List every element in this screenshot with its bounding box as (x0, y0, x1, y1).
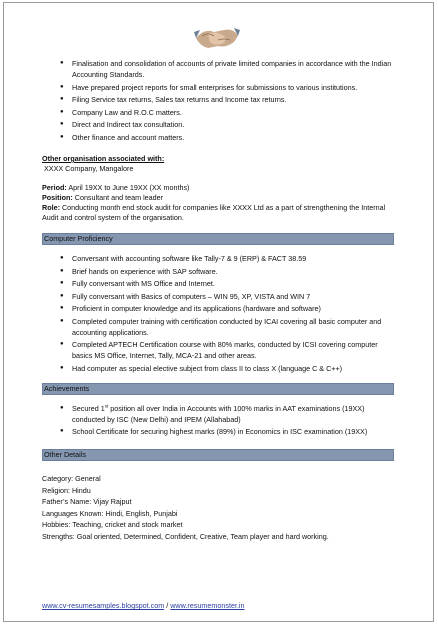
position-row (42, 193, 394, 203)
detail-line: Father’s Name: Vijay Rajput (42, 497, 132, 506)
period-value: April 19XX to June 19XX (XX months) (68, 183, 190, 192)
responsibility-list (42, 58, 394, 143)
list-item: ● Other finance and account matters. (42, 132, 394, 143)
section-header-achievements: Achievements (42, 383, 394, 395)
period-row (42, 183, 394, 193)
section-header-other-details: Other Details (42, 449, 394, 461)
list-item: ● Fully conversant with Basics of computers – WIN 95, XP, VISTA and WIN 7 (42, 291, 394, 302)
list-item: ● School Certificate for securing highest marks (89%) in Economics in ISC examination (19XX) (42, 426, 394, 437)
footer (42, 601, 245, 610)
list-item: ● Had computer as special elective subject from class II to class X (language C & C++) (42, 363, 394, 374)
list-item: ● Proficient in computer knowledge and its applications (hardware and software) (42, 303, 394, 314)
computer-list (42, 253, 394, 374)
resume-page (42, 58, 394, 542)
other-org-heading: Other organisation associated with: (42, 154, 165, 163)
list-item: ● Completed computer training with certification conducted by ICAI covering all basic computer and accounting applications. (42, 316, 394, 338)
achievements-list (42, 403, 394, 438)
list-item (42, 403, 394, 425)
role-value: Conducting month end stock audit for companies like XXXX Ltd as a part of strengthening the Internal Audit and control system of the organisation. (42, 203, 386, 222)
detail-line: Strengths: Goal oriented, Determined, Confident, Creative, Team player and hard working. (42, 531, 329, 541)
achievement-text: Secured 1 (72, 403, 105, 413)
ordinal-suffix: st (104, 403, 109, 409)
list-item: ● Fully conversant with MS Office and Internet. (42, 278, 394, 289)
list-item: ● Direct and Indirect tax consultation. (42, 119, 394, 130)
detail-line: Languages Known: Hindi, English, Punjabi (42, 508, 178, 518)
achievement-text: position all over India in Accounts with 100% marks in AAT examinations (19XX) conducted by ISC (New Delhi) and IPEM (Allahabad) (72, 403, 365, 424)
list-item: ● Completed APTECH Certification course with 80% marks, conducted by ICSI covering computer basics MS Office, Internet, Tally, MCA-21 and other areas. (42, 339, 394, 361)
list-item: ● Conversant with accounting software like Tally-7 & 9 (ERP) & FACT 38.59 (42, 253, 394, 264)
role-label: Role: (42, 203, 60, 212)
list-item: ● Brief hands on experience with SAP software. (42, 266, 394, 277)
company-name: XXXX Company, Mangalore (44, 164, 134, 173)
position-value: Consultant and team leader (74, 193, 164, 202)
detail-line: Religion: Hindu (42, 485, 91, 495)
detail-line: Category: General (42, 474, 101, 483)
handshake-icon (194, 18, 240, 54)
list-item: ● Finalisation and consolidation of accounts of private limited companies in accordance with the Indian Accounting Standards. (42, 58, 394, 80)
role-row (42, 203, 394, 223)
footer-link-resume-monster[interactable]: www.resumemonster.in (170, 601, 245, 610)
list-item: ● Company Law and R.O.C matters. (42, 107, 394, 118)
list-item: ● Have prepared project reports for small enterprises for submissions to various institutions. (42, 82, 394, 93)
detail-line: Hobbies: Teaching, cricket and stock market (42, 520, 183, 529)
section-header-computer: Computer Proficiency (42, 233, 394, 245)
footer-link-cv-samples[interactable]: www.cv-resumesamples.blogspot.com (42, 601, 165, 610)
period-label: Period: (42, 183, 67, 192)
footer-separator: / (164, 601, 171, 610)
list-item: ● Filing Service tax returns, Sales tax returns and Income tax returns. (42, 94, 394, 105)
position-label: Position: (42, 193, 73, 202)
